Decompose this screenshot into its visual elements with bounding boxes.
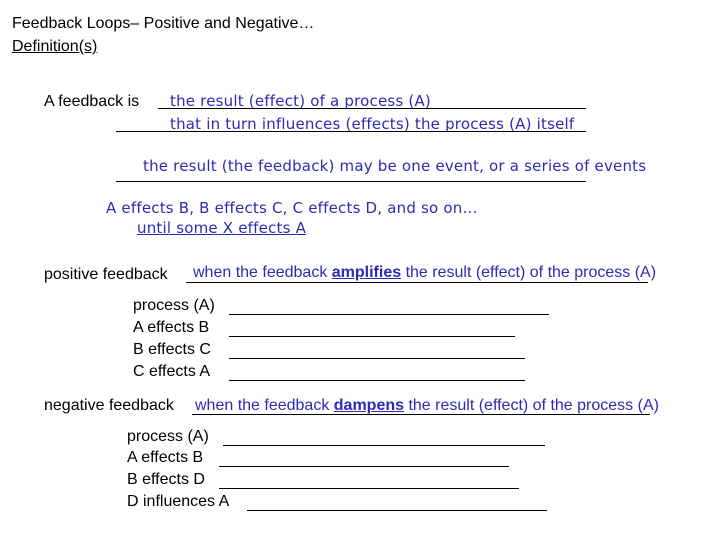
answer-keyword: dampens (333, 397, 405, 414)
answer-text: when the feedback (193, 264, 332, 281)
answer-line (116, 181, 586, 182)
definition-answer-1: the result (effect) of a process (A) (170, 92, 431, 110)
answer-text: the result (effect) of the process (A) (401, 264, 657, 281)
negative-item-2: A effects B (127, 449, 204, 466)
negative-feedback-answer (195, 396, 659, 416)
negative-item-4: D influences A (127, 493, 230, 510)
blank-line (223, 445, 545, 446)
negative-item-1: process (A) (127, 428, 209, 445)
feedback-chain: A effects B, B effects C, C effects D, and so on… (106, 199, 478, 217)
definition-label: A feedback is (44, 93, 140, 110)
negative-feedback-label: negative feedback (44, 397, 174, 414)
definition-answer-2: that in turn influences (effects) the process (A) itself (170, 115, 575, 133)
definition-heading: Definition(s) (12, 38, 98, 55)
blank-line (229, 358, 525, 359)
positive-feedback-answer (193, 263, 656, 283)
blank-line (247, 510, 547, 511)
positive-item-2: A effects B (133, 319, 210, 336)
answer-text: the result (effect) of the process (A) (404, 397, 659, 414)
page-title: Feedback Loops– Positive and Negative… (12, 15, 315, 32)
blank-line (219, 488, 519, 489)
positive-item-1: process (A) (133, 297, 215, 314)
positive-item-4: C effects A (133, 363, 211, 380)
definition-answer-3: the result (the feedback) may be one event, or a series of events (143, 157, 647, 175)
blank-line (229, 336, 515, 337)
positive-feedback-label: positive feedback (44, 266, 168, 283)
answer-text: when the feedback (195, 397, 334, 414)
blank-line (229, 314, 549, 315)
blank-line (229, 380, 525, 381)
answer-keyword: amplifies (331, 264, 402, 281)
blank-line (219, 466, 509, 467)
feedback-chain-end: until some X effects A (137, 219, 307, 237)
positive-item-3: B effects C (133, 341, 211, 358)
negative-item-3: B effects D (127, 471, 205, 488)
